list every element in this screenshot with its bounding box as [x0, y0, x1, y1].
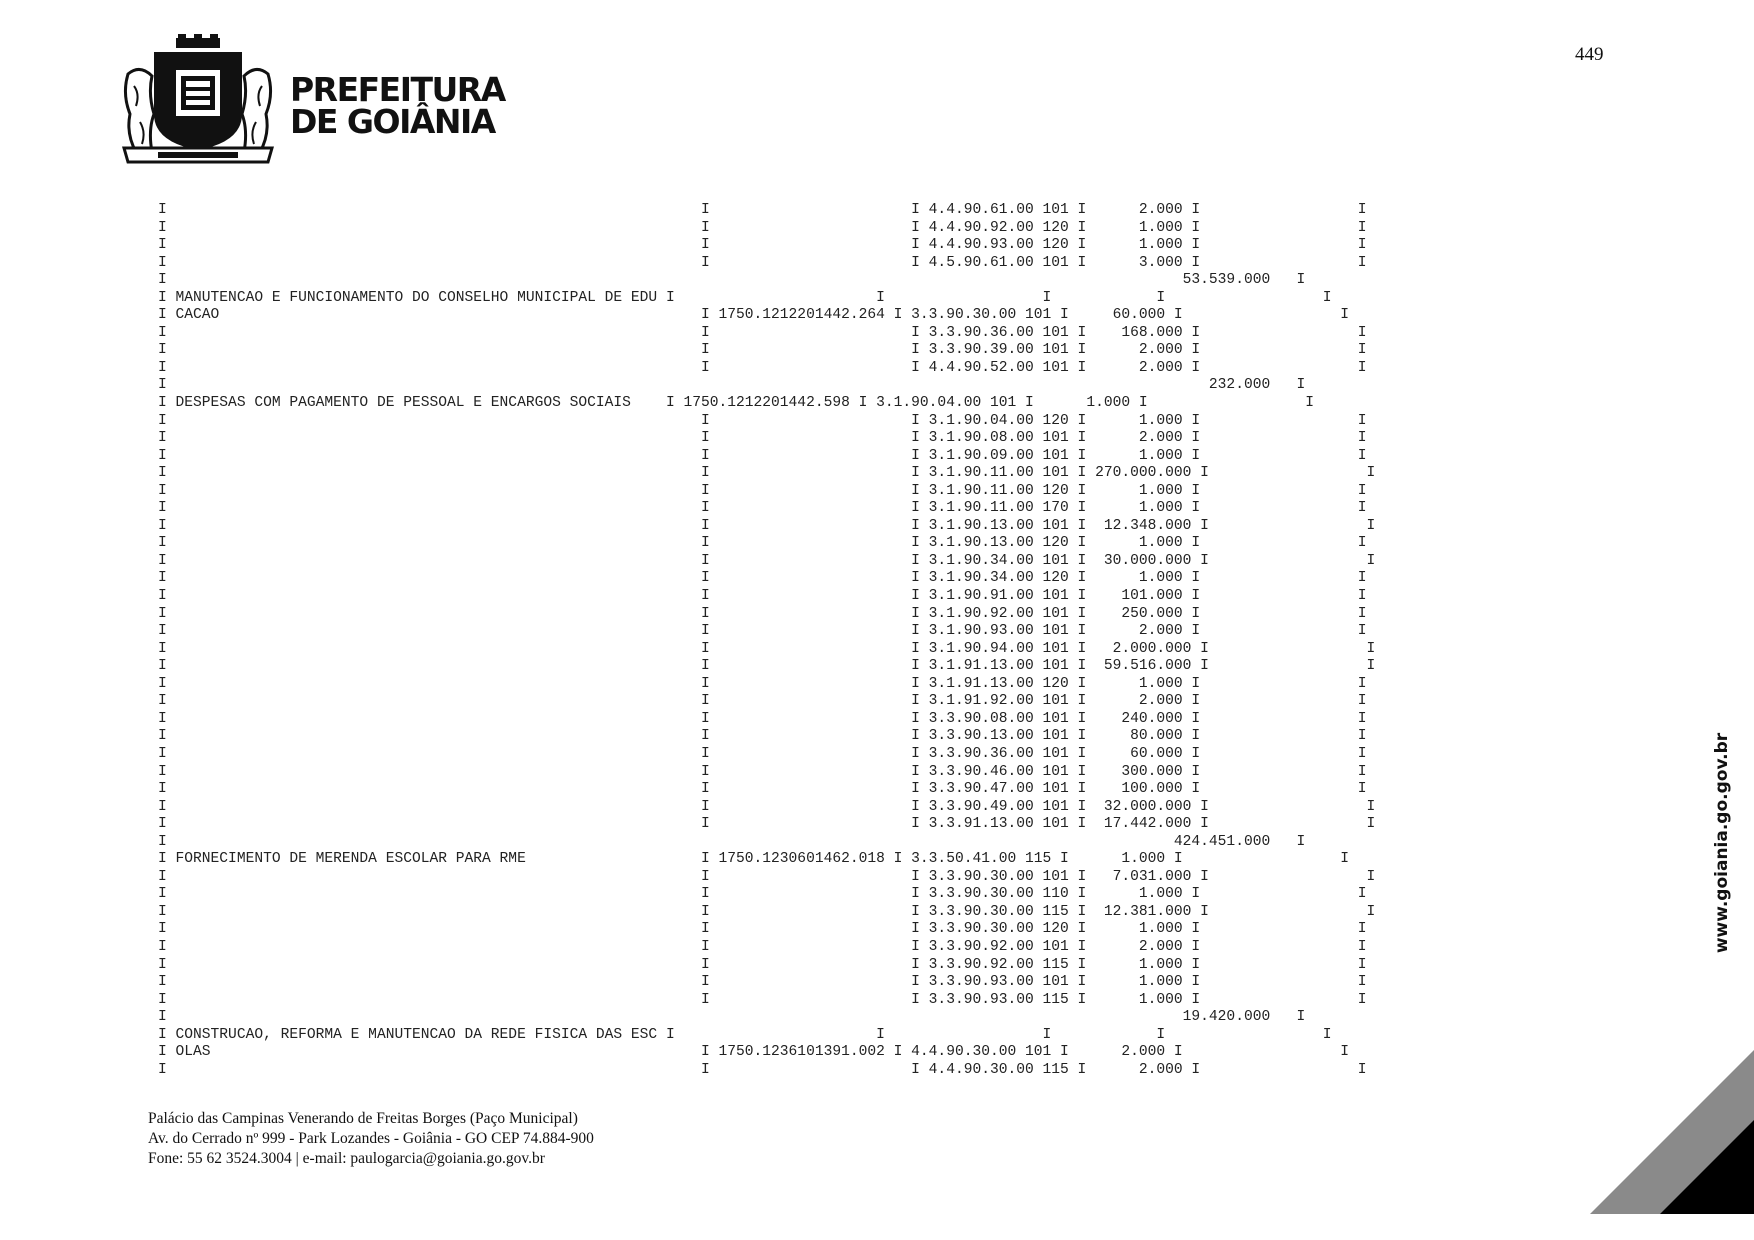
- report-row: I I I 3.1.90.34.00 101 I 30.000.000 I I: [158, 552, 1376, 569]
- report-row: I I I 4.5.90.61.00 101 I 3.000 I I: [158, 254, 1367, 271]
- report-row: I I I 3.3.90.36.00 101 I 60.000 I I: [158, 745, 1367, 762]
- report-row: I CACAO I 1750.1212201442.264 I 3.3.90.30.00 101 I 60.000 I I: [158, 307, 1350, 324]
- report-row: I I I 3.1.90.34.00 120 I 1.000 I I: [158, 570, 1367, 587]
- report-row: I I I 3.3.90.36.00 101 I 168.000 I I: [158, 324, 1367, 341]
- report-row: I 424.451.000 I: [158, 833, 1306, 850]
- report-row: I I I 3.1.90.04.00 120 I 1.000 I I: [158, 412, 1367, 429]
- footer-address: [148, 1109, 594, 1169]
- report-row: I OLAS I 1750.1236101391.002 I 4.4.90.30.00 101 I 2.000 I I: [158, 1044, 1350, 1061]
- report-row: I I I 3.1.90.11.00 170 I 1.000 I I: [158, 500, 1367, 517]
- report-row: I I I 3.3.90.13.00 101 I 80.000 I I: [158, 728, 1367, 745]
- report-row: I I I 3.3.90.92.00 115 I 1.000 I I: [158, 956, 1367, 973]
- report-row: I I I 3.3.90.30.00 115 I 12.381.000 I I: [158, 903, 1376, 920]
- budget-report-table: [158, 202, 1375, 1079]
- report-row: I 53.539.000 I: [158, 272, 1306, 289]
- report-row: I 232.000 I: [158, 377, 1306, 394]
- report-row: I CONSTRUCAO, REFORMA E MANUTENCAO DA REDE FISICA DAS ESC I I I I I: [158, 1026, 1332, 1043]
- report-row: I I I 3.3.90.93.00 101 I 1.000 I I: [158, 974, 1367, 991]
- report-row: I I I 3.3.90.30.00 101 I 7.031.000 I I: [158, 868, 1376, 885]
- report-row: I I I 3.1.91.13.00 101 I 59.516.000 I I: [158, 658, 1376, 675]
- report-row: I I I 3.3.90.46.00 101 I 300.000 I I: [158, 763, 1367, 780]
- footer-line-3: Fone: 55 62 3524.3004 | e-mail: paulogarcia@goiania.go.gov.br: [148, 1150, 545, 1167]
- side-url-text: www.goiania.go.gov.br: [1712, 732, 1732, 954]
- report-row: I I I 3.3.90.08.00 101 I 240.000 I I: [158, 710, 1367, 727]
- report-row: I FORNECIMENTO DE MERENDA ESCOLAR PARA RME I 1750.1230601462.018 I 3.3.50.41.00 115 I 1.000 I I: [158, 851, 1350, 868]
- brand-line-2: DE GOIÂNIA: [290, 102, 495, 141]
- coat-of-arms-icon: [118, 34, 278, 164]
- report-row: I I I 3.1.91.92.00 101 I 2.000 I I: [158, 693, 1367, 710]
- footer-line-1: Palácio das Campinas Venerando de Freitas Borges (Paço Municipal): [148, 1110, 578, 1127]
- footer-line-2: Av. do Cerrado nº 999 - Park Lozandes - Goiânia - GO CEP 74.884-900: [148, 1130, 594, 1147]
- report-row: I I I 3.1.90.11.00 101 I 270.000.000 I I: [158, 465, 1376, 482]
- report-row: I I I 3.1.90.13.00 120 I 1.000 I I: [158, 535, 1367, 552]
- report-row: I I I 3.3.90.49.00 101 I 32.000.000 I I: [158, 798, 1376, 815]
- report-row: I 19.420.000 I: [158, 1009, 1306, 1026]
- report-row: I I I 4.4.90.30.00 115 I 2.000 I I: [158, 1061, 1367, 1078]
- brand-wordmark: [290, 70, 505, 141]
- report-row: I I I 3.3.90.47.00 101 I 100.000 I I: [158, 781, 1367, 798]
- report-row: I I I 3.3.90.30.00 120 I 1.000 I I: [158, 921, 1367, 938]
- report-row: I I I 3.1.90.91.00 101 I 101.000 I I: [158, 588, 1367, 605]
- brand-line-1: PREFEITURA: [290, 70, 505, 109]
- report-row: I DESPESAS COM PAGAMENTO DE PESSOAL E ENCARGOS SOCIAIS I 1750.1212201442.598 I 3.1.90.04.00 101 I 1.000 I I: [158, 395, 1315, 412]
- report-row: I I I 3.3.90.92.00 101 I 2.000 I I: [158, 938, 1367, 955]
- report-row: I I I 3.1.90.11.00 120 I 1.000 I I: [158, 482, 1367, 499]
- page-number: 449: [1575, 44, 1604, 65]
- report-row: I I I 3.3.90.30.00 110 I 1.000 I I: [158, 886, 1367, 903]
- corner-triangle-decoration: [1590, 1050, 1754, 1214]
- report-row: I I I 3.3.91.13.00 101 I 17.442.000 I I: [158, 816, 1376, 833]
- report-row: I I I 3.1.90.94.00 101 I 2.000.000 I I: [158, 640, 1376, 657]
- report-row: I I I 3.1.90.92.00 101 I 250.000 I I: [158, 605, 1367, 622]
- report-row: I I I 3.1.90.13.00 101 I 12.348.000 I I: [158, 517, 1376, 534]
- report-row: I I I 3.1.90.93.00 101 I 2.000 I I: [158, 623, 1367, 640]
- report-row: I I I 4.4.90.61.00 101 I 2.000 I I: [158, 202, 1367, 218]
- report-row: I I I 3.1.91.13.00 120 I 1.000 I I: [158, 675, 1367, 692]
- report-row: I I I 3.1.90.09.00 101 I 1.000 I I: [158, 447, 1367, 464]
- report-row: I I I 4.4.90.92.00 120 I 1.000 I I: [158, 219, 1367, 236]
- report-row: I I I 3.3.90.93.00 115 I 1.000 I I: [158, 991, 1367, 1008]
- report-row: I MANUTENCAO E FUNCIONAMENTO DO CONSELHO MUNICIPAL DE EDU I I I I I: [158, 289, 1332, 306]
- report-row: I I I 4.4.90.52.00 101 I 2.000 I I: [158, 359, 1367, 376]
- report-row: I I I 4.4.90.93.00 120 I 1.000 I I: [158, 237, 1367, 254]
- report-row: I I I 3.1.90.08.00 101 I 2.000 I I: [158, 430, 1367, 447]
- report-row: I I I 3.3.90.39.00 101 I 2.000 I I: [158, 342, 1367, 359]
